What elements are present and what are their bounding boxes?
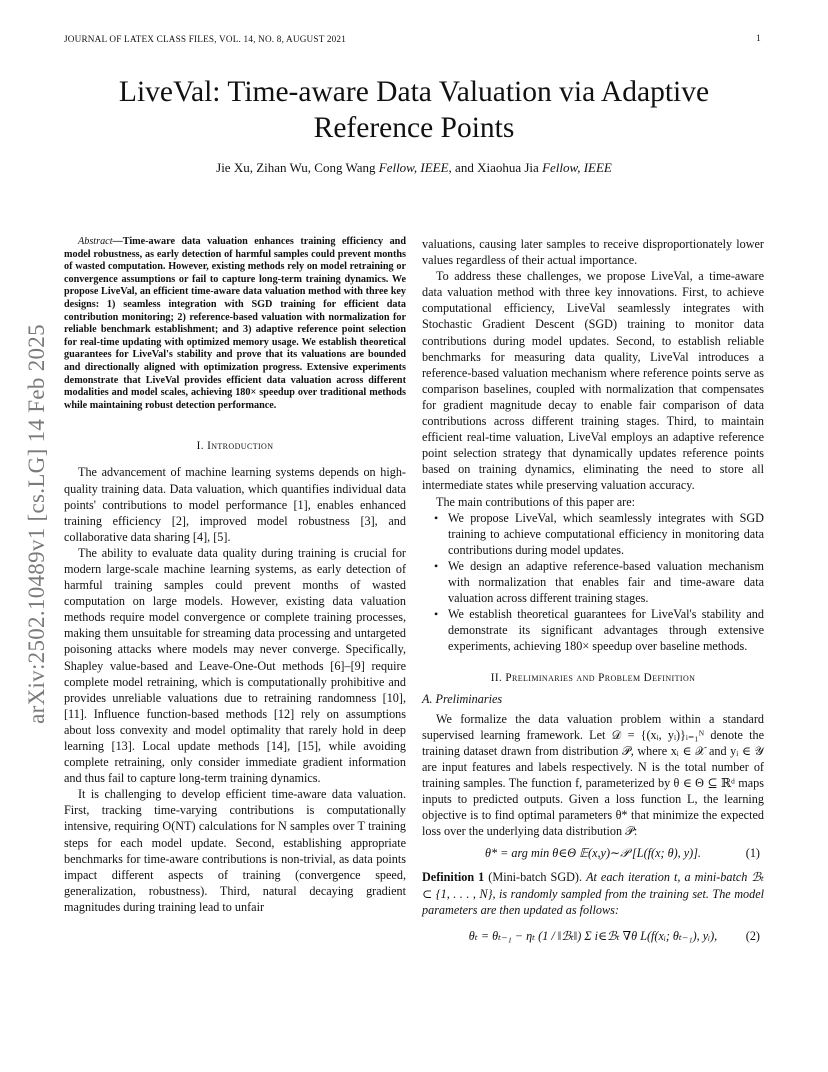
definition-heading: Definition 1 (422, 870, 485, 885)
section-title-preliminaries: II. Preliminaries and Problem Definition (490, 672, 696, 685)
contributions-intro: The main contributions of this paper are: (436, 494, 636, 509)
subsection-title-preliminaries: A. Preliminaries (422, 691, 503, 706)
equation-1 (422, 845, 764, 861)
contribution-item: • We propose LiveVal, which seamlessly integrates with SGD training to achieve computational efficiency in monitoring data contributions during model updates. (448, 510, 764, 558)
abstract-lead: Abstract (78, 236, 113, 247)
right-column (422, 236, 764, 944)
author-affiliation-1: Fellow, IEEE, (378, 160, 452, 175)
intro-paragraph-3-continued: valuations, causing later samples to receive disproportionately lower values regardless of their actual importance. (422, 237, 764, 268)
abstract-body: —Time-aware data valuation enhances training efficiency and model robustness, as early detection of harmful samples could prevent months of wasted computation. However, existing methods rely on model retraining or convergence assumptions or fail to capture long-term training dynamics. We propose LiveVal, an efficient time-aware data valuation method with three key designs: 1) seamless integration with SGD training for efficient data contribution monitoring; 2) reference-based valuation with normalization for reliable benchmark establishment; and 3) adaptive reference point selection for real-time updating with optimized memory usage. We establish theoretical guarantees for LiveVal's stability and prove that its valuations are bounded and directionally aligned with optimization progress. Extensive experiments demonstrate that LiveVal provides efficient data valuation across different modalities and model scales, achieving 180× speedup over traditional methods while maintaining robust detection performance. (64, 236, 406, 411)
intro-paragraph-4: To address these challenges, we propose LiveVal, a time-aware data valuation method with three key innovations. First, to achieve computational efficiency, LiveVal seamlessly integrates with Stochastic Gradient Descent (SGD) training to monitor data contributions during model updates. Second, to establish reliable benchmarks for measuring data quality, LiveVal introduces a reference-based valuation mechanism where reference points serve as comparison baselines, coupled with normalization that compensates for gradient magnitude decay to enable fair comparison of data contributions across different training stages. Third, to maintain efficient real-time valuation, LiveVal employs an adaptive reference point selection strategy that dynamically updates reference points based on training dynamics, eliminating the need to store all intermediate states while preserving valuation accuracy. (422, 269, 764, 493)
page-number: 1 (756, 34, 761, 44)
equation-2 (422, 928, 764, 944)
paper-title: LiveVal: Time-aware Data Valuation via Adaptive Reference Points (118, 76, 710, 144)
definition-1 (422, 869, 764, 917)
running-header: JOURNAL OF LATEX CLASS FILES, VOL. 14, NO. 8, AUGUST 2021 (64, 34, 347, 44)
author-line (70, 160, 758, 176)
equation-1-body: θ* = arg min θ∈Θ 𝔼(x,y)∼𝒫 [L(f(x; θ), y)]. (485, 846, 701, 861)
preliminaries-paragraph: We formalize the data valuation problem within a standard supervised learning framework. Let 𝒟 = {(xᵢ, yᵢ)}ᵢ₌₁ᴺ denote the training dataset drawn from distribution 𝒫, where xᵢ ∈ 𝒳 and yᵢ ∈ 𝒴 are input features and labels respectively. N is the total number of training samples. The function f, parameterized by θ ∈ Θ ⊆ ℝᵈ maps inputs to predicted outputs. Given a loss function L, the learning objective is to find optimal parameters θ* that minimize the expected loss over the underlying data distribution 𝒫: (422, 711, 764, 839)
definition-body: At each iteration t, a mini-batch ℬₜ ⊂ {1, . . . , N}, is randomly sampled from the training set. The model parameters are then updated as follows: (422, 870, 764, 917)
author-affiliation-2: Fellow, IEEE (542, 160, 612, 175)
left-column (64, 236, 406, 915)
arxiv-identifier: arXiv:2502.10489v1 [cs.LG] 14 Feb 2025 (24, 324, 50, 724)
intro-paragraph-3: It is challenging to develop efficient time-aware data valuation. First, tracking time-varying contributions is computationally intensive, requiring O(NT) calculations for N samples over T training steps for each model update. Second, establishing appropriate benchmarks for time-aware contributions is non-trivial, as data points impact different aspects of training (convergence speed, generalization, robustness). Third, natural decaying gradient magnitudes during training lead to unfair (64, 787, 406, 914)
intro-paragraph-1: The advancement of machine learning systems depends on high-quality training data. Data valuation, which quantifies individual data points' contributions to model performance [1], enables enhanced training efficiency [2], improved model robustness [3], and collaborative data sharing [4], [5]. (64, 465, 406, 544)
equation-2-body: θₜ = θₜ₋₁ − ηₜ (1 / ‖ℬₜ‖) Σ i∈ℬₜ ∇θ L(f(xᵢ; θₜ₋₁), yᵢ), (468, 928, 718, 943)
definition-label: (Mini-batch SGD). (484, 870, 587, 885)
contribution-item: • We design an adaptive reference-based valuation mechanism with normalization that enables fair and time-aware data valuation across different training stages. (448, 558, 764, 606)
abstract (64, 236, 406, 412)
arxiv-stamp (20, 294, 54, 754)
author-names-2: and Xiaohua Jia (451, 160, 543, 175)
contributions-list (422, 510, 764, 655)
author-names-1: Jie Xu, Zihan Wu, Cong Wang (216, 160, 379, 175)
equation-1-number: (1) (745, 846, 760, 861)
contribution-item: • We establish theoretical guarantees for LiveVal's stability and demonstrate its significant advantages through extensive experiments, achieving 180× speedup over baseline methods. (448, 606, 764, 654)
equation-2-number: (2) (745, 928, 760, 943)
intro-paragraph-2: The ability to evaluate data quality during training is crucial for modern large-scale machine learning systems, as early detection of harmful training samples could prevent months of wasted computation on large models. However, existing data valuation methods require model convergence or complete training processes, making them unsuitable for streaming data processing and untargeted poisoning attacks where models may never converge. Specifically, Shapley value-based and Leave-One-Out methods [6]–[9] require complete model retraining, which is computationally prohibitive and provides unreliable valuations due to retraining randomness [10], [11]. Influence function-based methods [12] rely on assumptions about loss convexity and model optimality that rarely hold in deep learning [13]. Local update methods [14], [15], while avoiding complete retraining, only consider immediate gradient information and thus fail to capture long-term training dynamics. (64, 545, 406, 786)
section-title-introduction: I. Introduction (196, 440, 274, 453)
